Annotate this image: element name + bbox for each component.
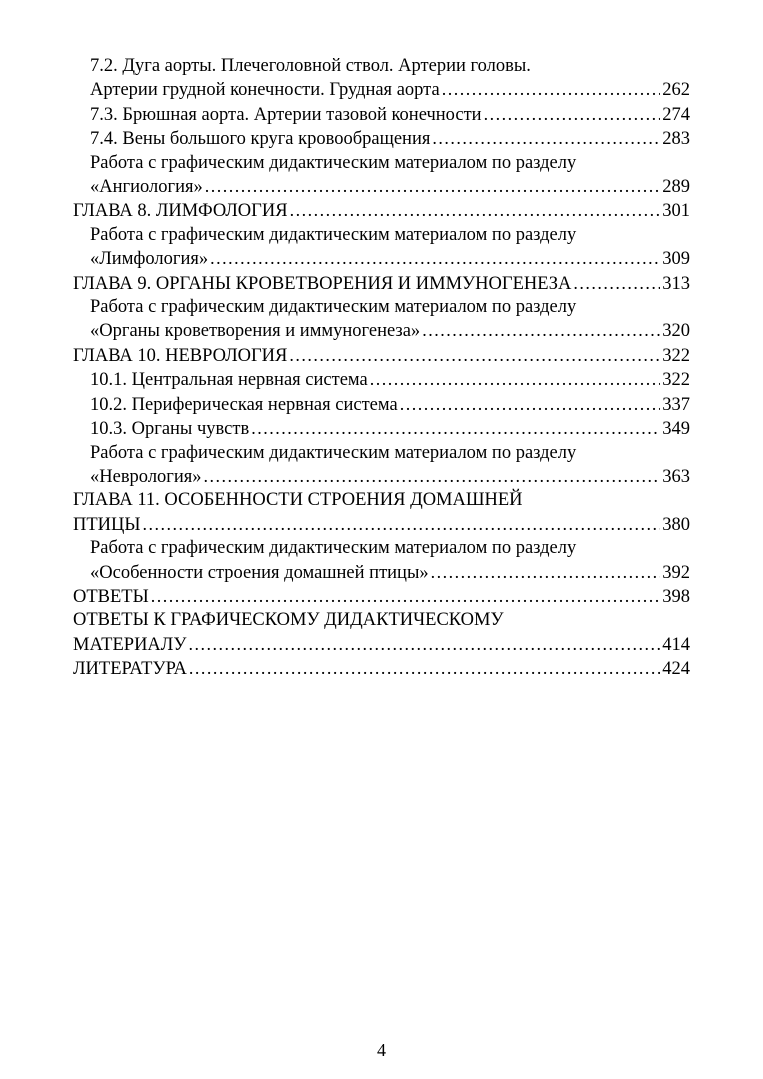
toc-entry <box>73 609 690 632</box>
toc-leader-dots <box>205 175 661 198</box>
toc-entry <box>73 247 690 271</box>
toc-entry-title: ОТВЕТЫ <box>73 586 149 607</box>
toc-entry-title: 7.3. Брюшная аорта. Артерии тазовой конечности <box>90 104 482 125</box>
toc-entry-title: 10.1. Центральная нервная система <box>90 370 368 391</box>
toc-entry <box>73 417 690 441</box>
toc-entry-title: 10.2. Периферическая нервная система <box>90 394 398 415</box>
toc-entry-page: 349 <box>662 419 690 440</box>
toc-leader-dots <box>204 465 661 488</box>
toc-leader-dots <box>290 199 661 222</box>
toc-entry <box>73 513 690 537</box>
toc-entry-page: 337 <box>662 394 690 415</box>
table-of-contents <box>73 55 690 682</box>
toc-entry <box>73 224 690 247</box>
toc-entry-page: 322 <box>662 345 690 366</box>
toc-entry-page: 301 <box>662 201 690 222</box>
toc-entry-page: 322 <box>662 370 690 391</box>
toc-entry-title: ОТВЕТЫ К ГРАФИЧЕСКОМУ ДИДАКТИЧЕСКОМУ <box>73 610 504 631</box>
toc-leader-dots <box>188 633 660 656</box>
toc-entry <box>73 127 690 151</box>
toc-entry-page: 392 <box>662 562 690 583</box>
toc-entry <box>73 78 690 102</box>
toc-entry-page: 289 <box>662 177 690 198</box>
toc-entry-title: «Органы кроветворения и иммуногенеза» <box>90 321 421 342</box>
toc-entry-title: Работа с графическим дидактическим материалом по разделу <box>90 297 577 318</box>
toc-entry <box>73 561 690 585</box>
toc-entry <box>73 152 690 175</box>
toc-entry-page: 283 <box>662 129 690 150</box>
toc-entry <box>73 272 690 296</box>
toc-entry-page: 414 <box>662 634 690 655</box>
toc-entry <box>73 368 690 392</box>
toc-leader-dots <box>143 513 661 536</box>
toc-entry-page: 262 <box>662 80 690 101</box>
toc-entry-title: ЛИТЕРАТУРА <box>73 659 187 680</box>
toc-entry-title: ГЛАВА 10. НЕВРОЛОГИЯ <box>73 345 288 366</box>
toc-entry <box>73 633 690 657</box>
toc-leader-dots <box>210 247 660 270</box>
toc-leader-dots <box>289 344 660 367</box>
toc-entry-title: Работа с графическим дидактическим материалом по разделу <box>90 152 577 173</box>
toc-entry <box>73 489 690 512</box>
toc-entry-page: 320 <box>662 321 690 342</box>
toc-entry-title: «Лимфология» <box>90 249 209 270</box>
toc-entry-title: 7.2. Дуга аорты. Плечеголовной ствол. Артерии головы. <box>90 56 531 76</box>
toc-entry-title: «Ангиология» <box>90 177 203 198</box>
toc-entry <box>73 55 690 78</box>
toc-entry-page: 380 <box>662 514 690 535</box>
toc-leader-dots <box>189 657 660 680</box>
toc-leader-dots <box>422 319 660 342</box>
toc-entry-title: МАТЕРИАЛУ <box>73 634 187 655</box>
toc-entry <box>73 537 690 560</box>
toc-entry-title: ГЛАВА 11. ОСОБЕННОСТИ СТРОЕНИЯ ДОМАШНЕЙ <box>73 490 523 511</box>
toc-entry <box>73 344 690 368</box>
toc-entry-title: ПТИЦЫ <box>73 514 141 535</box>
toc-entry-page: 363 <box>662 466 690 487</box>
toc-entry <box>73 585 690 609</box>
toc-leader-dots <box>573 272 660 295</box>
toc-entry <box>73 393 690 417</box>
toc-entry-title: Работа с графическим дидактическим материалом по разделу <box>90 442 577 463</box>
toc-entry-page: 424 <box>662 659 690 680</box>
toc-entry <box>73 103 690 127</box>
toc-entry <box>73 199 690 223</box>
toc-entry-page: 309 <box>662 249 690 270</box>
toc-leader-dots <box>432 127 660 150</box>
toc-entry <box>73 296 690 319</box>
page-number: 4 <box>377 1040 386 1060</box>
toc-entry-title: Работа с графическим дидактическим материалом по разделу <box>90 538 577 559</box>
toc-entry <box>73 319 690 343</box>
toc-leader-dots <box>400 393 661 416</box>
toc-leader-dots <box>442 78 661 101</box>
toc-entry-title: ГЛАВА 9. ОРГАНЫ КРОВЕТВОРЕНИЯ И ИММУНОГЕНЕЗА <box>73 273 572 294</box>
toc-entry-page: 398 <box>662 586 690 607</box>
toc-entry <box>73 175 690 199</box>
toc-entry-title: Артерии грудной конечности. Грудная аорта <box>90 80 440 101</box>
toc-entry-page: 313 <box>662 273 690 294</box>
toc-entry-title: 10.3. Органы чувств <box>90 419 250 440</box>
toc-leader-dots <box>370 368 661 391</box>
toc-entry-title: «Неврология» <box>90 466 202 487</box>
toc-leader-dots <box>431 561 661 584</box>
toc-leader-dots <box>151 585 661 608</box>
toc-entry-title: ГЛАВА 8. ЛИМФОЛОГИЯ <box>73 201 288 222</box>
toc-entry <box>73 657 690 681</box>
toc-leader-dots <box>251 417 660 440</box>
toc-entry-title: Работа с графическим дидактическим материалом по разделу <box>90 224 577 245</box>
toc-entry-page: 274 <box>662 104 690 125</box>
toc-entry-title: «Особенности строения домашней птицы» <box>90 562 429 583</box>
toc-entry-title: 7.4. Вены большого круга кровообращения <box>90 129 431 150</box>
toc-entry <box>73 442 690 465</box>
toc-leader-dots <box>484 103 661 126</box>
toc-entry <box>73 465 690 489</box>
